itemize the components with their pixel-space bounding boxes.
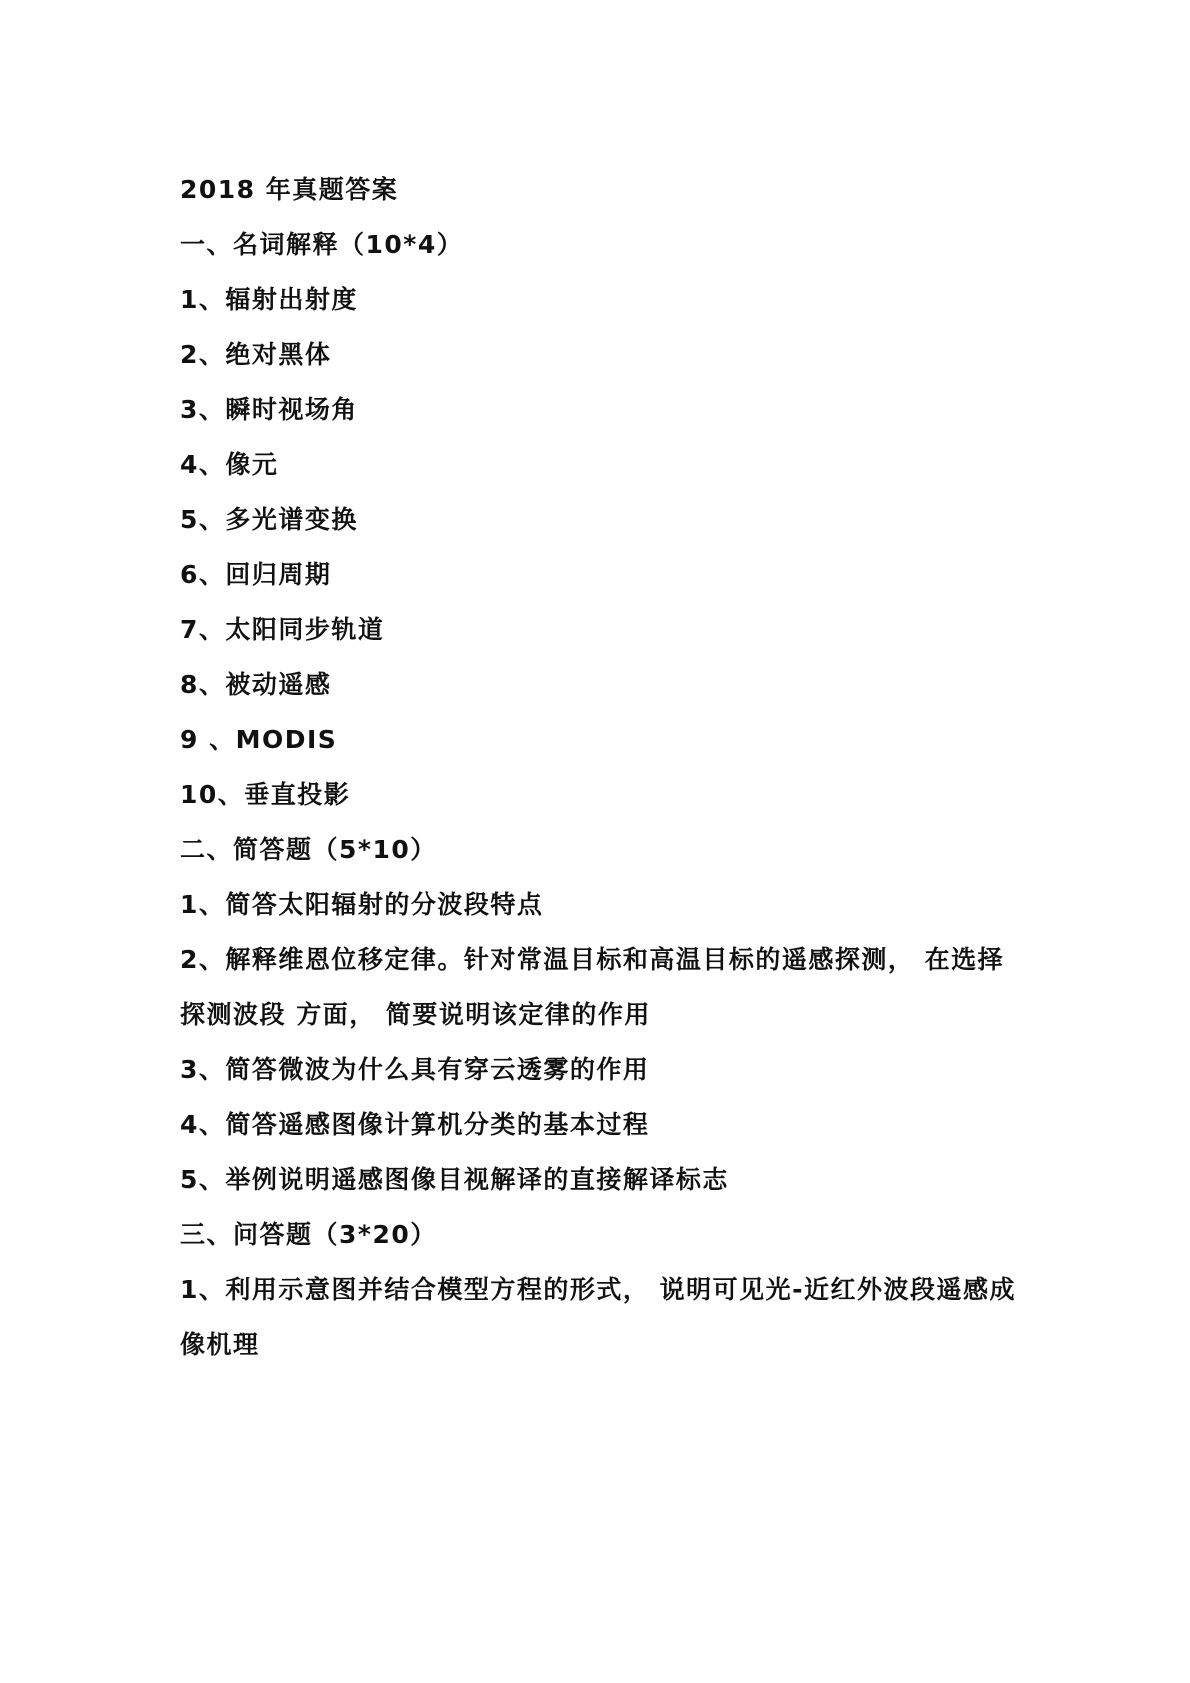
term-item: 6、回归周期 xyxy=(180,560,332,589)
short-answer-item: 3、简答微波为什么具有穿云透雾的作用 xyxy=(180,1055,650,1084)
section-heading-terms: 一、名词解释（10*4） xyxy=(180,230,464,259)
document-title: 2018 年真题答案 xyxy=(180,175,399,204)
term-item: 7、太阳同步轨道 xyxy=(180,615,385,644)
term-item: 5、多光谱变换 xyxy=(180,505,358,534)
term-item: 2、绝对黑体 xyxy=(180,340,332,369)
question-item: 1、利用示意图并结合模型方程的形式， 说明可见光-近红外波段遥感成像机理 xyxy=(180,1275,1016,1359)
short-answer-item: 5、举例说明遥感图像目视解译的直接解译标志 xyxy=(180,1165,729,1194)
short-answer-item: 1、简答太阳辐射的分波段特点 xyxy=(180,890,544,919)
section-heading-short-answer: 二、简答题（5*10） xyxy=(180,835,437,864)
section-heading-questions: 三、问答题（3*20） xyxy=(180,1220,437,1249)
short-answer-item: 4、简答遥感图像计算机分类的基本过程 xyxy=(180,1110,650,1139)
short-answer-item: 2、解释维恩位移定律。针对常温目标和高温目标的遥感探测， 在选择探测波段 方面， 简要说明该定律的作用 xyxy=(180,945,1005,1029)
term-item: 9 、MODIS xyxy=(180,725,338,754)
term-item: 1、辐射出射度 xyxy=(180,285,358,314)
document-content xyxy=(180,162,1030,1372)
term-item: 3、瞬时视场角 xyxy=(180,395,358,424)
term-item: 8、被动遥感 xyxy=(180,670,332,699)
term-item: 10、垂直投影 xyxy=(180,780,351,809)
term-item: 4、像元 xyxy=(180,450,279,479)
